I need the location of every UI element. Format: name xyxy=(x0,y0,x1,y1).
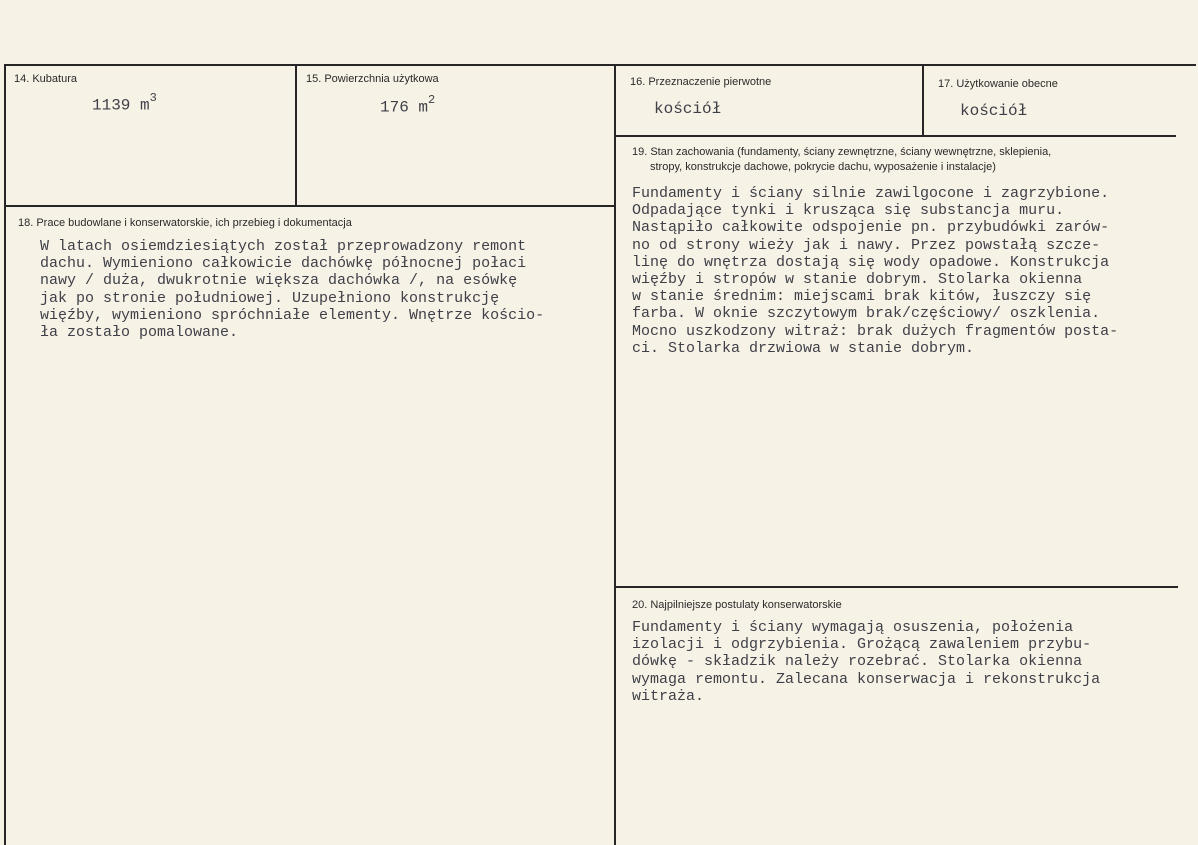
field-16-value: kościół xyxy=(654,100,722,118)
divider-16-17 xyxy=(922,64,924,136)
field-19-label-line1: 19. Stan zachowania (fundamenty, ściany zewnętrzne, ściany wewnętrzne, sklepienia, xyxy=(632,146,1052,158)
field-16-label: 16. Przeznaczenie pierwotne xyxy=(630,76,772,88)
field-15-unit: m xyxy=(418,98,429,117)
rule-under-16-17 xyxy=(616,135,1176,137)
field-18-text: W latach osiemdziesiątych został przeprowadzony remont dachu. Wymieniono całkowicie dachówkę północnej połaci nawy / duża, dwukrotnie większa dachówka /, na esówkę jak po stronie południowej. Uzupełniono konstrukcję więźby, wymieniono spróchniałe elementy. Wnętrze kościo- ła zostało pomalowane. xyxy=(40,238,545,342)
field-14-number: 1139 xyxy=(92,96,131,115)
field-15-exp: 2 xyxy=(428,93,436,107)
field-19-text: Fundamenty i ściany silnie zawilgocone i zagrzybione. Odpadające tynki i krusząca się substancja muru. Nastąpiło całkowite odspojenie pn. przybudówki zarów- no od strony wieży jak i nawy. Przez powstałą szcze- linę do wnętrza dostają się wody opadowe. Konstrukcja więźby i stropów w stanie dobrym. Stolarka okienna w stanie średnim: miejscami brak kitów, łuszczy się farba. W oknie szczytowym brak/częściowy/ oszklenia. Mocno uszkodzony witraż: brak dużych fragmentów posta- ci. Stolarka drzwiowa w stanie dobrym. xyxy=(632,185,1119,357)
field-14-unit: m xyxy=(140,96,150,115)
field-20-text: Fundamenty i ściany wymagają osuszenia, położenia izolacji i odgrzybienia. Grożącą zawaleniem przybu- dówkę - składzik należy rozebrać. Stolarka okienna wymaga remontu. Zalecana konserwacja i rekonstrukcja witraża. xyxy=(632,619,1101,705)
field-14-exp: 3 xyxy=(149,91,157,105)
field-17-label: 17. Użytkowanie obecne xyxy=(938,78,1058,90)
field-15-value xyxy=(380,95,435,116)
field-18-label: 18. Prace budowlane i konserwatorskie, ich przebieg i dokumentacja xyxy=(18,217,352,229)
field-20-label: 20. Najpilniejsze postulaty konserwatorskie xyxy=(632,599,842,611)
field-19-label-line2: stropy, konstrukcje dachowe, pokrycie dachu, wyposażenie i instalacje) xyxy=(650,161,996,173)
field-17-value: kościół xyxy=(960,102,1028,120)
left-rule xyxy=(4,64,6,845)
divider-left-right xyxy=(614,64,616,845)
field-15-number: 176 xyxy=(380,98,409,117)
field-14-value xyxy=(92,93,157,114)
top-rule xyxy=(4,64,1196,66)
rule-under-14-15 xyxy=(4,205,616,207)
field-14-label: 14. Kubatura xyxy=(14,73,77,85)
divider-14-15 xyxy=(295,64,297,206)
rule-under-19 xyxy=(616,586,1178,588)
field-15-label: 15. Powierzchnia użytkowa xyxy=(306,73,439,85)
